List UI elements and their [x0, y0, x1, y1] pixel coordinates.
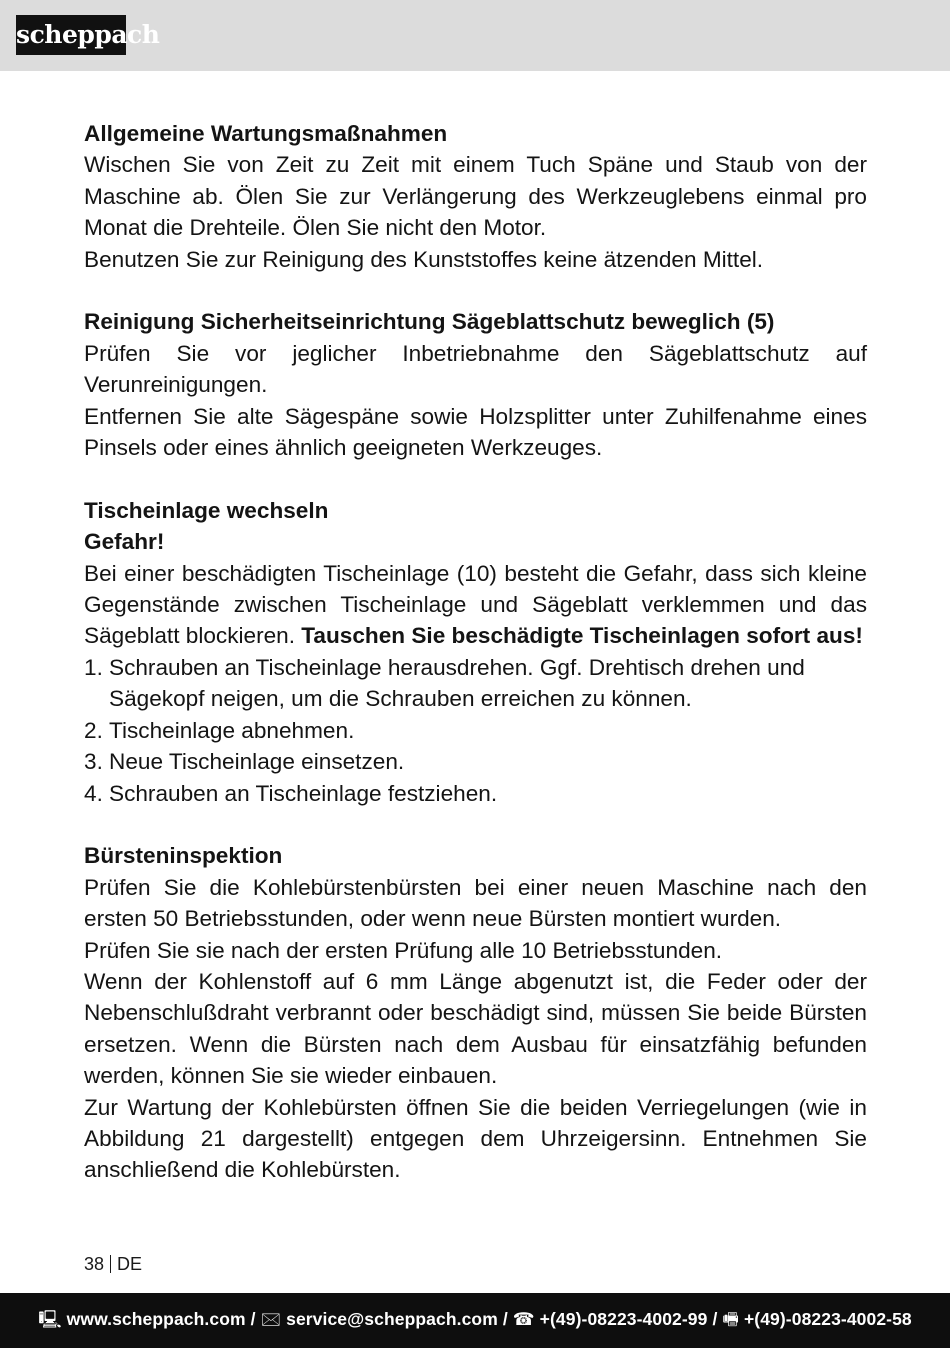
- danger-text: Bei einer beschädigten Tischeinlage (10) besteht die Gefahr, dass sich kleine Gegenstände zwischen Tischeinlage und Sägeblatt verklemmen und das Sägeblatt blockieren.: [84, 560, 867, 649]
- phone-number: +(49)-08223-4002-99: [539, 1309, 708, 1329]
- danger-label: Gefahr!: [84, 529, 165, 555]
- step-number: 4.: [84, 780, 103, 806]
- divider: [110, 1255, 111, 1273]
- paragraph: Prüfen Sie sie nach der ersten Prüfung alle 10 Betriebsstunden.: [84, 937, 723, 963]
- paragraph: Entfernen Sie alte Sägespäne sowie Holzsplitter unter Zuhilfenahme eines Pinsels oder eines ähnlich geeigneten Werkzeuges.: [84, 403, 867, 461]
- step-text: Schrauben an Tischeinlage festziehen.: [109, 780, 498, 806]
- step-number: 3.: [84, 749, 103, 775]
- page-language: DE: [117, 1254, 143, 1274]
- paragraph: Prüfen Sie die Kohlebürstenbürsten bei einer neuen Maschine nach den ersten 50 Betriebsstunden, oder wenn neue Bürsten montiert wurden.: [84, 874, 867, 932]
- contact-footer: [0, 1293, 950, 1348]
- page-header: [0, 0, 950, 71]
- section-heading-blade-guard: Reinigung Sicherheitseinrichtung Sägeblattschutz beweglich (5): [84, 309, 775, 335]
- section-heading-table-insert: Tischeinlage wechseln: [84, 497, 329, 523]
- step-text: Neue Tischeinlage einsetzen.: [109, 749, 405, 775]
- envelope-icon: 🖂: [260, 1309, 282, 1329]
- fax-number: +(49)-08223-4002-58: [743, 1309, 912, 1329]
- telephone-icon: ☎: [512, 1309, 535, 1329]
- paragraph: Benutzen Sie zur Reinigung des Kunststoffes keine ätzenden Mittel.: [84, 246, 764, 272]
- step-number: 2.: [84, 717, 103, 743]
- paragraph: Wischen Sie von Zeit zu Zeit mit einem Tuch Späne und Staub von der Maschine ab. Ölen Sie zur Verlängerung des Werkzeuglebens einmal pro Monat die Drehteile. Ölen Sie nicht den Motor.: [84, 152, 867, 241]
- scheppach-logo: scheppach: [16, 15, 126, 55]
- manual-content: [84, 118, 867, 1186]
- email-link[interactable]: service@scheppach.com: [286, 1309, 498, 1329]
- website-link[interactable]: www.scheppach.com: [66, 1309, 246, 1329]
- section-heading-brush-inspection: Bürsteninspektion: [84, 843, 283, 869]
- step-text: Tischeinlage abnehmen.: [109, 717, 355, 743]
- list-item: [84, 778, 867, 809]
- list-item: [84, 746, 867, 777]
- fax-icon: 🖷: [722, 1309, 739, 1329]
- paragraph: [84, 558, 867, 652]
- paragraph: Prüfen Sie vor jeglicher Inbetriebnahme den Sägeblattschutz auf Verunreinigungen.: [84, 340, 867, 398]
- step-text: Schrauben an Tischeinlage herausdrehen. Ggf. Drehtisch drehen und Sägekopf neigen, um die Schrauben erreichen zu können.: [109, 654, 805, 712]
- separator: /: [250, 1309, 256, 1329]
- computer-icon: 🖳: [38, 1309, 62, 1329]
- page-number-value: 38: [84, 1254, 105, 1274]
- section-heading-maintenance: Allgemeine Wartungsmaßnahmen: [84, 121, 448, 146]
- separator: /: [712, 1309, 718, 1329]
- list-item: [84, 652, 867, 715]
- step-number: 1.: [84, 654, 103, 680]
- page-number: [84, 1252, 142, 1276]
- danger-instruction: Tauschen Sie beschädigte Tischeinlagen sofort aus!: [301, 623, 863, 649]
- separator: /: [502, 1309, 508, 1329]
- list-item: [84, 715, 867, 746]
- paragraph: Wenn der Kohlenstoff auf 6 mm Länge abgenutzt ist, die Feder oder der Nebenschlußdraht verbrannt oder beschädigt sind, müssen Sie beide Bürsten ersetzen. Wenn die Bürsten nach dem Ausbau für einsatzfähig befunden werden, können Sie sie wieder einbauen.: [84, 968, 867, 1089]
- paragraph: Zur Wartung der Kohlebürsten öffnen Sie die beiden Verriegelungen (wie in Abbildung 21 dargestellt) entgegen dem Uhrzeigersinn. Entnehmen Sie anschließend die Kohlebürsten.: [84, 1094, 867, 1183]
